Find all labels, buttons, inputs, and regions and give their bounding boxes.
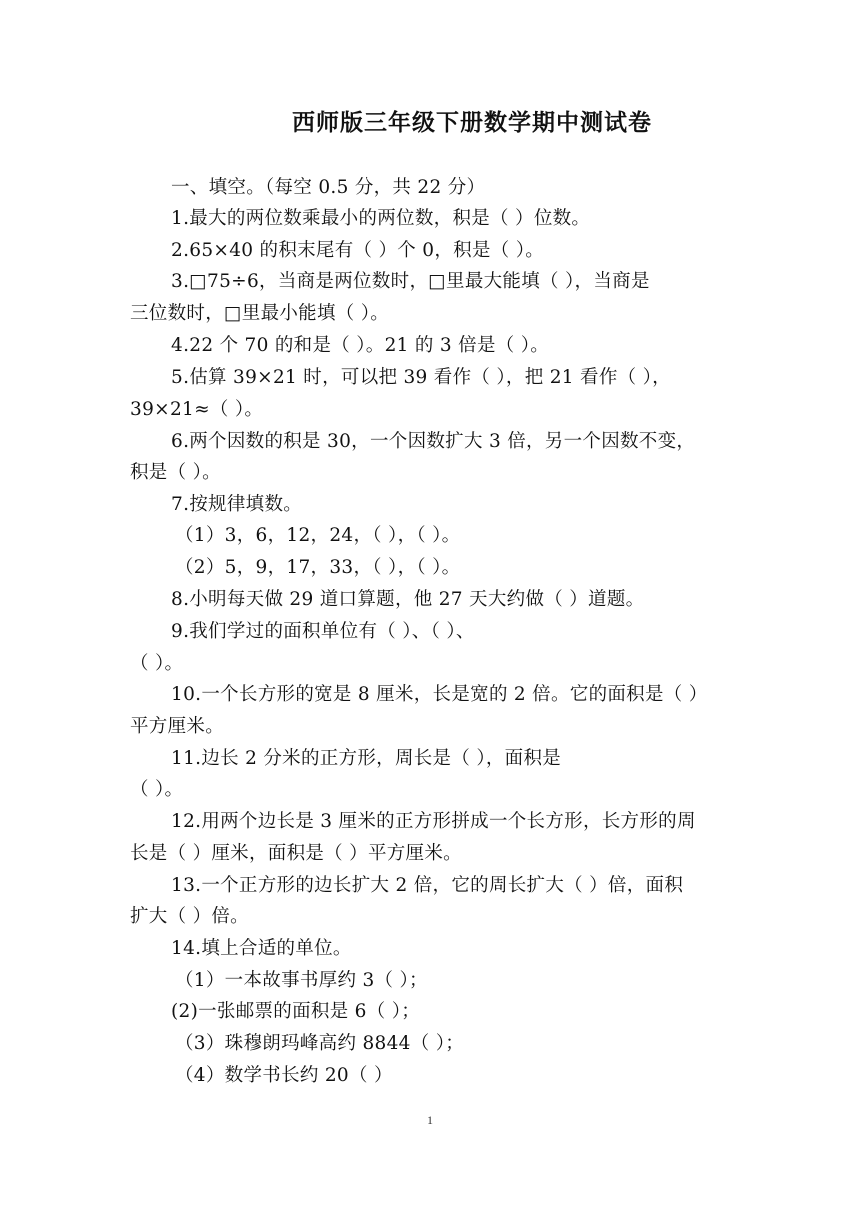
question-13-line-2: 扩大（ ）倍。 (130, 906, 249, 927)
question-9-line-2: （ ）。 (130, 653, 184, 674)
section-heading: 一、填空。（每空 0.5 分，共 22 分） (171, 177, 486, 198)
question-8: 8.小明每天做 29 道口算题，他 27 天大约做（ ）道题。 (171, 589, 645, 610)
question-7: 7.按规律填数。 (171, 494, 303, 515)
question-7-part-2: （2）5，9，17，33，（ ），（ ）。 (175, 557, 461, 578)
question-3-line-2: 三位数时，□里最小能填（ ）。 (130, 303, 390, 324)
question-6-line-2: 积是（ ）。 (130, 462, 221, 483)
question-7-part-1: （1）3，6，12，24，（ ），（ ）。 (175, 525, 461, 546)
question-12-line-1: 12.用两个边长是 3 厘米的正方形拼成一个长方形，长方形的周 (171, 811, 696, 832)
question-11-line-2: （ ）。 (130, 779, 184, 800)
question-10-line-2: 平方厘米。 (130, 716, 225, 737)
question-5-line-1: 5.估算 39×21 时，可以把 39 看作（ ），把 21 看作（ ）， (171, 367, 671, 388)
question-5-line-2: 39×21≈（ ）。 (130, 399, 264, 420)
page-title: 西师版三年级下册数学期中测试卷 (292, 110, 652, 136)
question-3-line-1: 3.□75÷6，当商是两位数时，□里最大能填（ ），当商是 (171, 271, 650, 292)
question-4: 4.22 个 70 的和是（ ）。21 的 3 倍是（ ）。 (171, 335, 550, 356)
question-13-line-1: 13.一个正方形的边长扩大 2 倍，它的周长扩大（ ）倍，面积 (171, 875, 684, 896)
question-12-line-2: 长是（ ）厘米，面积是（ ）平方厘米。 (130, 843, 462, 864)
question-6-line-1: 6.两个因数的积是 30，一个因数扩大 3 倍，另一个因数不变， (171, 431, 696, 452)
question-2: 2.65×40 的积末尾有（ ）个 0，积是（ ）。 (171, 240, 545, 261)
page-number: 1 (427, 1113, 433, 1127)
question-10-line-1: 10.一个长方形的宽是 8 厘米，长是宽的 2 倍。它的面积是（ ） (171, 684, 708, 705)
question-9-line-1: 9.我们学过的面积单位有（ ）、（ ）、 (171, 621, 475, 642)
question-14-part-3: （3）珠穆朗玛峰高约 8844（ ）； (175, 1033, 465, 1054)
question-1: 1.最大的两位数乘最小的两位数，积是（ ）位数。 (171, 208, 591, 229)
question-11-line-1: 11.边长 2 分米的正方形，周长是（ ），面积是 (171, 748, 562, 769)
question-14-part-1: （1）一本故事书厚约 3（ ）； (175, 970, 428, 991)
question-14-part-2: (2)一张邮票的面积是 6（ ）； (171, 1001, 421, 1022)
question-14: 14.填上合适的单位。 (171, 938, 352, 959)
question-14-part-4: （4）数学书长约 20（ ） (175, 1065, 393, 1086)
